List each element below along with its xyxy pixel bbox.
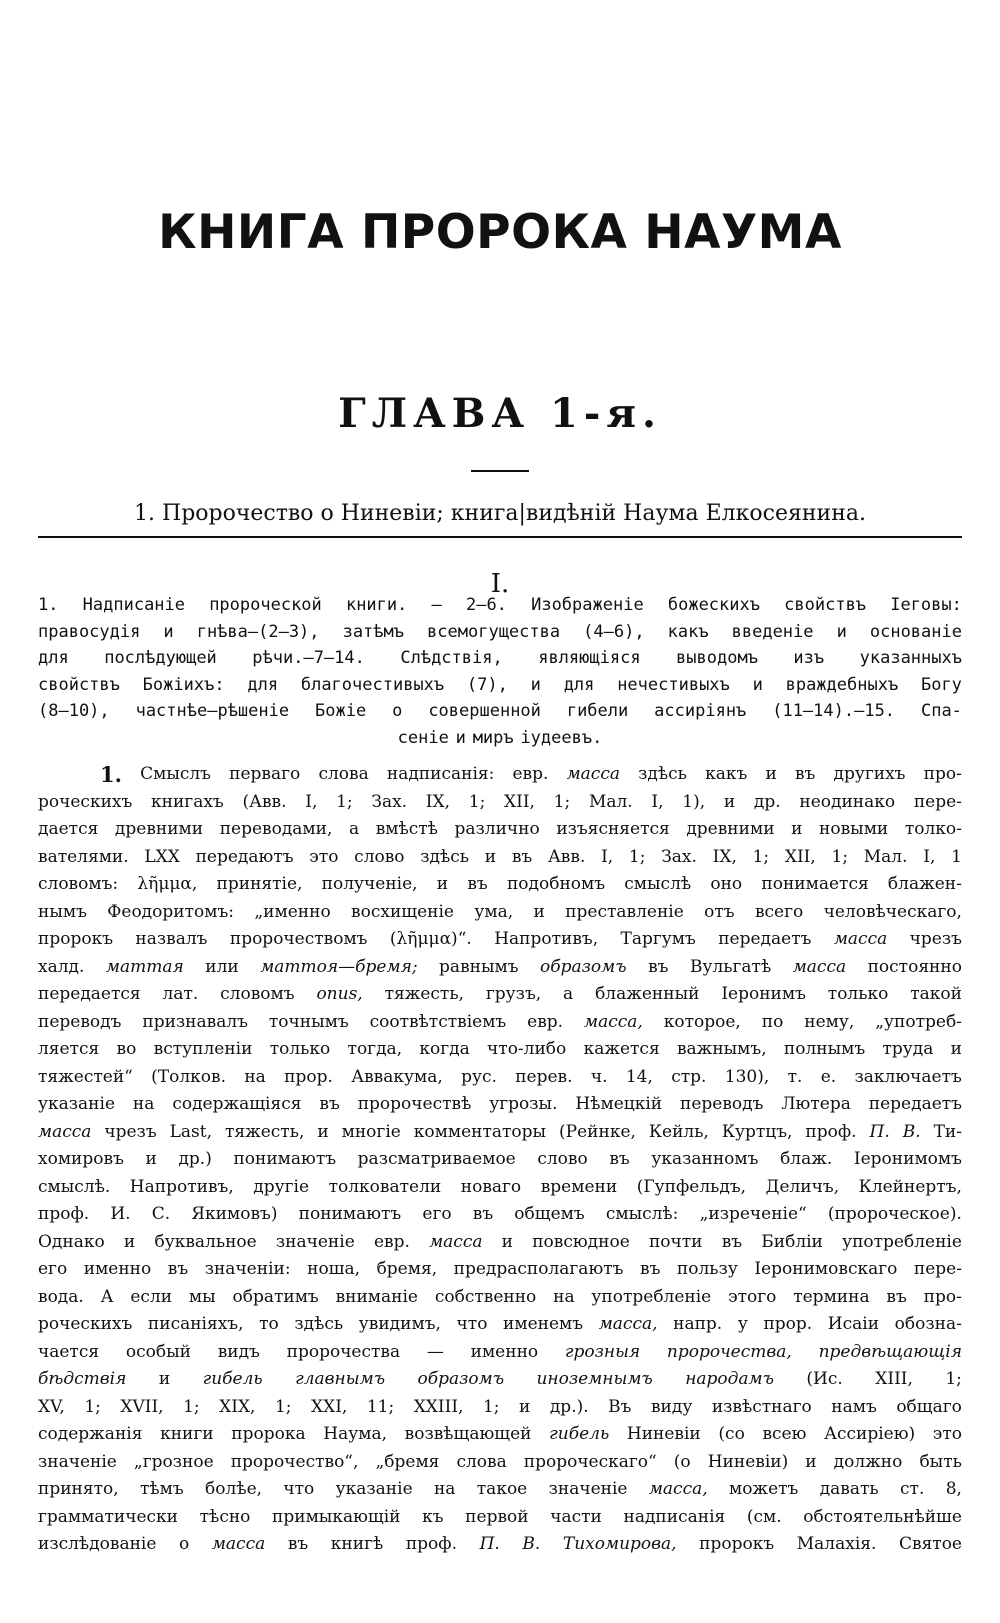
verse-number: 1. <box>100 762 122 787</box>
chapter-title: ГЛАВА 1-я. <box>338 390 662 437</box>
commentary-line: хомировъ и др.) понимаютъ разсматриваемое слово въ указанномъ блаж. Іеронимомъ <box>38 1149 962 1169</box>
summary-line: (8—10), частнѣе—рѣшеніе Божіе о совершенной гибели ассиріянъ (11—14).—15. Спа- <box>38 701 962 721</box>
commentary-line: вателями. LXX передаютъ это слово здѣсь и въ Авв. I, 1; Зах. IX, 1; XII, 1; Мал. I, 1 <box>38 846 962 867</box>
commentary-line: содержанія книги пророка Наума, возвѣщающей гибель Ниневіи (со всею Ассиріею) это <box>38 1424 962 1444</box>
verse-1-text: 1. Пророчество о Ниневіи; книга|видѣній Наума Елкосеянина. <box>134 501 866 526</box>
commentary-line: бѣдствія и гибель главнымъ образомъ иноземнымъ народамъ (Ис. XIII, 1; <box>38 1369 962 1389</box>
commentary-line: его именно въ значеніи: ноша, бремя, предрасполагаютъ въ пользу Іеронимовскаго пере- <box>38 1259 962 1279</box>
verse-divider <box>38 536 962 538</box>
commentary-line: нымъ Феодоритомъ: „именно восхищеніе ума, и преставленіе отъ всего человѣческаго, <box>38 901 962 922</box>
commentary-line: грамматически тѣсно примыкающій къ первой части надписанія (см. обстоятельнѣйше <box>38 1506 962 1527</box>
commentary-line: передается лат. словомъ onus, тяжесть, грузъ, а блаженный Іеронимъ только такой <box>38 984 962 1004</box>
commentary-line: смыслѣ. Напротивъ, другіе толкователи новаго времени (Гупфельдъ, Деличъ, Клейнертъ, <box>38 1176 962 1197</box>
commentary-line: пророкъ назвалъ пророчествомъ (λῆμμα)“. Напротивъ, Таргумъ передаетъ масса чрезъ <box>38 929 962 949</box>
commentary-line: тяжестей“ (Толков. на прор. Аввакума, рус. перев. ч. 14, стр. 130), т. е. заключаетъ <box>38 1066 962 1087</box>
summary-line: правосудія и гнѣва—(2—3), затѣмъ всемогущества (4—6), какъ введеніе и основаніе <box>38 621 962 642</box>
commentary-line: значеніе „грозное пророчество“, „бремя слова пророческаго“ (о Ниневіи) и должно быть <box>38 1451 962 1472</box>
summary-line: 1. Надписаніе пророческой книги. — 2—6. Изображеніе божескихъ свойствъ Іеговы: <box>38 595 962 615</box>
commentary-line: словомъ: λῆμμα, принятіе, полученіе, и въ подобномъ смыслѣ оно понимается блажен- <box>38 874 962 894</box>
commentary-line: 1. Смыслъ перваго слова надписанія: евр. масса здѣсь какъ и въ другихъ про- <box>100 762 962 787</box>
commentary-line: халд. маттая или маттоя—бремя; равнымъ образомъ въ Вульгатѣ масса постоянно <box>38 956 962 977</box>
commentary-line: XV, 1; XVII, 1; XIX, 1; XXI, 11; XXIII, 1; и др.). Въ виду извѣстнаго намъ общаго <box>38 1396 962 1417</box>
section-number: I. <box>490 569 510 599</box>
summary-line: для послѣдующей рѣчи.—7—14. Слѣдствія, являющіяся выводомъ изъ указанныхъ <box>38 648 962 668</box>
summary-line: свойствъ Божіихъ: для благочестивыхъ (7), и для нечестивыхъ и враждебныхъ Богу <box>38 674 962 695</box>
book-title: КНИГА ПРОРОКА НАУМА <box>158 205 842 260</box>
commentary-line: чается особый видъ пророчества — именно грозныя пророчества, предвѣщающія <box>38 1341 962 1362</box>
commentary-text <box>38 761 962 1559</box>
commentary-line: роческихъ книгахъ (Авв. I, 1; Зах. IX, 1; XII, 1; Мал. I, 1), и др. неодинако пере- <box>38 791 962 812</box>
section-summary <box>38 592 962 751</box>
commentary-line: роческихъ писаніяхъ, то здѣсь увидимъ, что именемъ масса, напр. у прор. Исаіи обозна- <box>38 1314 962 1334</box>
short-divider <box>471 470 529 472</box>
commentary-line: принято, тѣмъ болѣе, что указаніе на такое значеніе масса, можетъ давать ст. 8, <box>38 1479 962 1499</box>
summary-line: сеніе и миръ іудеевъ. <box>397 727 603 748</box>
commentary-line: масса чрезъ Last, тяжесть, и многіе комментаторы (Рейнке, Кейль, Куртцъ, проф. П. В. Ти- <box>38 1121 962 1142</box>
commentary-line: Однако и буквальное значеніе евр. масса и повсюдное почти въ Библіи употребленіе <box>38 1231 962 1252</box>
commentary-line: изслѣдованіе о масса въ книгѣ проф. П. В. Тихомирова, пророкъ Малахія. Святое <box>38 1534 962 1554</box>
commentary-line: указаніе на содержащіяся въ пророчествѣ угрозы. Нѣмецкій переводъ Лютера передаетъ <box>38 1094 962 1114</box>
commentary-line: переводъ признавалъ точнымъ соотвѣтствіемъ евр. масса, которое, по нему, „употреб- <box>38 1011 962 1032</box>
commentary-line: вода. А если мы обратимъ вниманіе собственно на употребленіе этого термина въ про- <box>38 1286 962 1307</box>
commentary-line: проф. И. С. Якимовъ) понимаютъ его въ общемъ смыслѣ: „изреченіе“ (пророческое). <box>38 1204 962 1224</box>
commentary-line: ляется во вступленіи только тогда, когда что-либо кажется важнымъ, полнымъ труда и <box>38 1039 962 1059</box>
commentary-line: дается древними переводами, а вмѣстѣ различно изъясняется древними и новыми толко- <box>38 819 962 839</box>
